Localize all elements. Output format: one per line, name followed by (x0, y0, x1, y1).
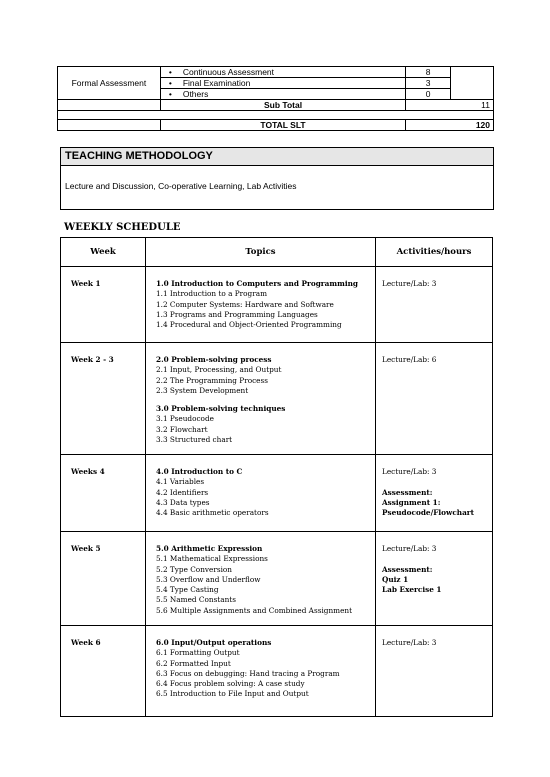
bullet-icon: • (168, 78, 172, 88)
topic-item: 4.1 Variables (156, 477, 205, 487)
subtotal-row (58, 100, 494, 111)
topic-item: 2.3 System Development (156, 385, 249, 395)
formal-assessment-label: Formal Assessment (58, 67, 161, 100)
week-cell (61, 455, 146, 532)
assessment-note: Pseudocode/Flowchart (382, 508, 475, 518)
assessment-item-label: Continuous Assessment (182, 67, 275, 77)
topic-heading: 3.0 Problem-solving techniques (156, 404, 286, 414)
assessment-item (160, 89, 405, 100)
activities-cell (376, 532, 493, 626)
activity-hours: Lecture/Lab: 3 (382, 279, 437, 288)
topics-cell (146, 267, 376, 343)
topics-cell (146, 626, 376, 717)
topic-item: 6.1 Formatting Output (156, 648, 240, 658)
week-cell (61, 532, 146, 626)
blank-row (58, 111, 494, 120)
activity-hours (382, 477, 492, 487)
schedule-row (61, 455, 493, 532)
topic-heading: 1.0 Introduction to Computers and Programming (156, 279, 358, 288)
topic-item: 1.3 Programs and Programming Languages (156, 309, 318, 319)
topics-cell (146, 532, 376, 626)
assessment-row (58, 67, 494, 78)
weekly-schedule-title: WEEKLY SCHEDULE (64, 222, 181, 233)
topic-item: 5.3 Overflow and Underflow (156, 574, 261, 584)
week-label: Weeks 4 (71, 467, 105, 476)
topic-item: 2.1 Input, Processing, and Output (156, 365, 282, 375)
topic-item: 4.3 Data types (156, 497, 210, 507)
activity-hours: Lecture/Lab: 3 (382, 544, 437, 553)
schedule-row (61, 532, 493, 626)
subtotal-label: Sub Total (160, 100, 405, 111)
week-label: Week 2 - 3 (71, 355, 114, 364)
assessment-item-label: Others (182, 89, 209, 99)
bullet-icon: • (168, 89, 172, 99)
subtotal-spacer (58, 100, 161, 111)
assessment-note: Assessment: (382, 487, 433, 497)
assessment-item-value: 3 (406, 78, 451, 89)
topic-item: 3.2 Flowchart (156, 424, 208, 434)
topic-heading: 4.0 Introduction to C (156, 467, 243, 476)
topics-cell (146, 343, 376, 455)
activity-hours: Lecture/Lab: 6 (382, 355, 437, 364)
topic-item: 5.6 Multiple Assignments and Combined Assignment (156, 605, 353, 615)
week-label: Week 1 (71, 279, 101, 288)
topic-item: 6.5 Introduction to File Input and Output (156, 689, 309, 699)
topic-item: 1.1 Introduction to a Program (156, 289, 267, 299)
topics-cell (146, 455, 376, 532)
subtotal-value: 11 (406, 100, 494, 111)
assessment-item-label: Final Examination (182, 78, 251, 88)
topic-item: 4.2 Identifiers (156, 487, 209, 497)
assessment-item-value: 0 (406, 89, 451, 100)
week-label: Week 6 (71, 638, 101, 647)
week-cell (61, 343, 146, 455)
topic-item: 1.2 Computer Systems: Hardware and Software (156, 299, 334, 309)
teaching-methodology-heading: TEACHING METHODOLOGY (61, 148, 493, 166)
topic-item: 5.5 Named Constants (156, 595, 236, 605)
topic-item: 6.2 Formatted Input (156, 658, 231, 668)
activities-cell (376, 343, 493, 455)
topic-item: 6.3 Focus on debugging: Hand tracing a Program (156, 668, 340, 678)
schedule-row (61, 626, 493, 717)
bullet-icon: • (168, 67, 172, 77)
week-cell (61, 267, 146, 343)
topic-item: 4.4 Basic arithmetic operators (156, 508, 269, 518)
topic-item: 5.1 Mathematical Expressions (156, 554, 268, 564)
topic-item: 5.4 Type Casting (156, 585, 219, 595)
assessment-empty-cell (451, 67, 494, 100)
assessment-item (160, 67, 405, 78)
topic-item: 6.4 Focus problem solving: A case study (156, 679, 305, 689)
assessment-item (160, 78, 405, 89)
week-cell (61, 626, 146, 717)
teaching-methodology-box (60, 147, 494, 210)
activity-hours (382, 554, 492, 564)
activities-column-header: Activities/hours (376, 238, 493, 267)
assessment-note: Quiz 1 (382, 574, 409, 584)
topic-item: 2.2 The Programming Process (156, 375, 268, 385)
activities-cell (376, 626, 493, 717)
total-label: TOTAL SLT (160, 120, 405, 131)
topic-heading: 5.0 Arithmetic Expression (156, 544, 263, 553)
assessment-note: Assignment 1: (382, 497, 441, 507)
total-value: 120 (406, 120, 494, 131)
total-row (58, 120, 494, 131)
assessment-note: Assessment: (382, 564, 433, 574)
week-column-header: Week (61, 238, 146, 267)
topic-item: 3.3 Structured chart (156, 435, 233, 445)
topic-heading: 6.0 Input/Output operations (156, 638, 272, 647)
topic-item: 3.1 Pseudocode (156, 414, 214, 424)
schedule-row (61, 267, 493, 343)
topic-item: 5.2 Type Conversion (156, 564, 232, 574)
schedule-header-row (61, 238, 493, 267)
topic-item: 1.4 Procedural and Object-Oriented Programming (156, 320, 342, 330)
topic-item (156, 396, 375, 404)
assessment-table (57, 66, 494, 131)
activity-hours: Lecture/Lab: 3 (382, 467, 437, 476)
assessment-item-value: 8 (406, 67, 451, 78)
activities-cell (376, 267, 493, 343)
week-label: Week 5 (71, 544, 101, 553)
total-spacer (58, 120, 161, 131)
teaching-methodology-text: Lecture and Discussion, Co-operative Learning, Lab Activities (65, 181, 297, 191)
topic-heading: 2.0 Problem-solving process (156, 355, 272, 364)
topics-column-header: Topics (146, 238, 376, 267)
weekly-schedule-table (60, 237, 493, 717)
schedule-row (61, 343, 493, 455)
activity-hours: Lecture/Lab: 3 (382, 638, 437, 647)
activities-cell (376, 455, 493, 532)
assessment-note: Lab Exercise 1 (382, 585, 442, 595)
